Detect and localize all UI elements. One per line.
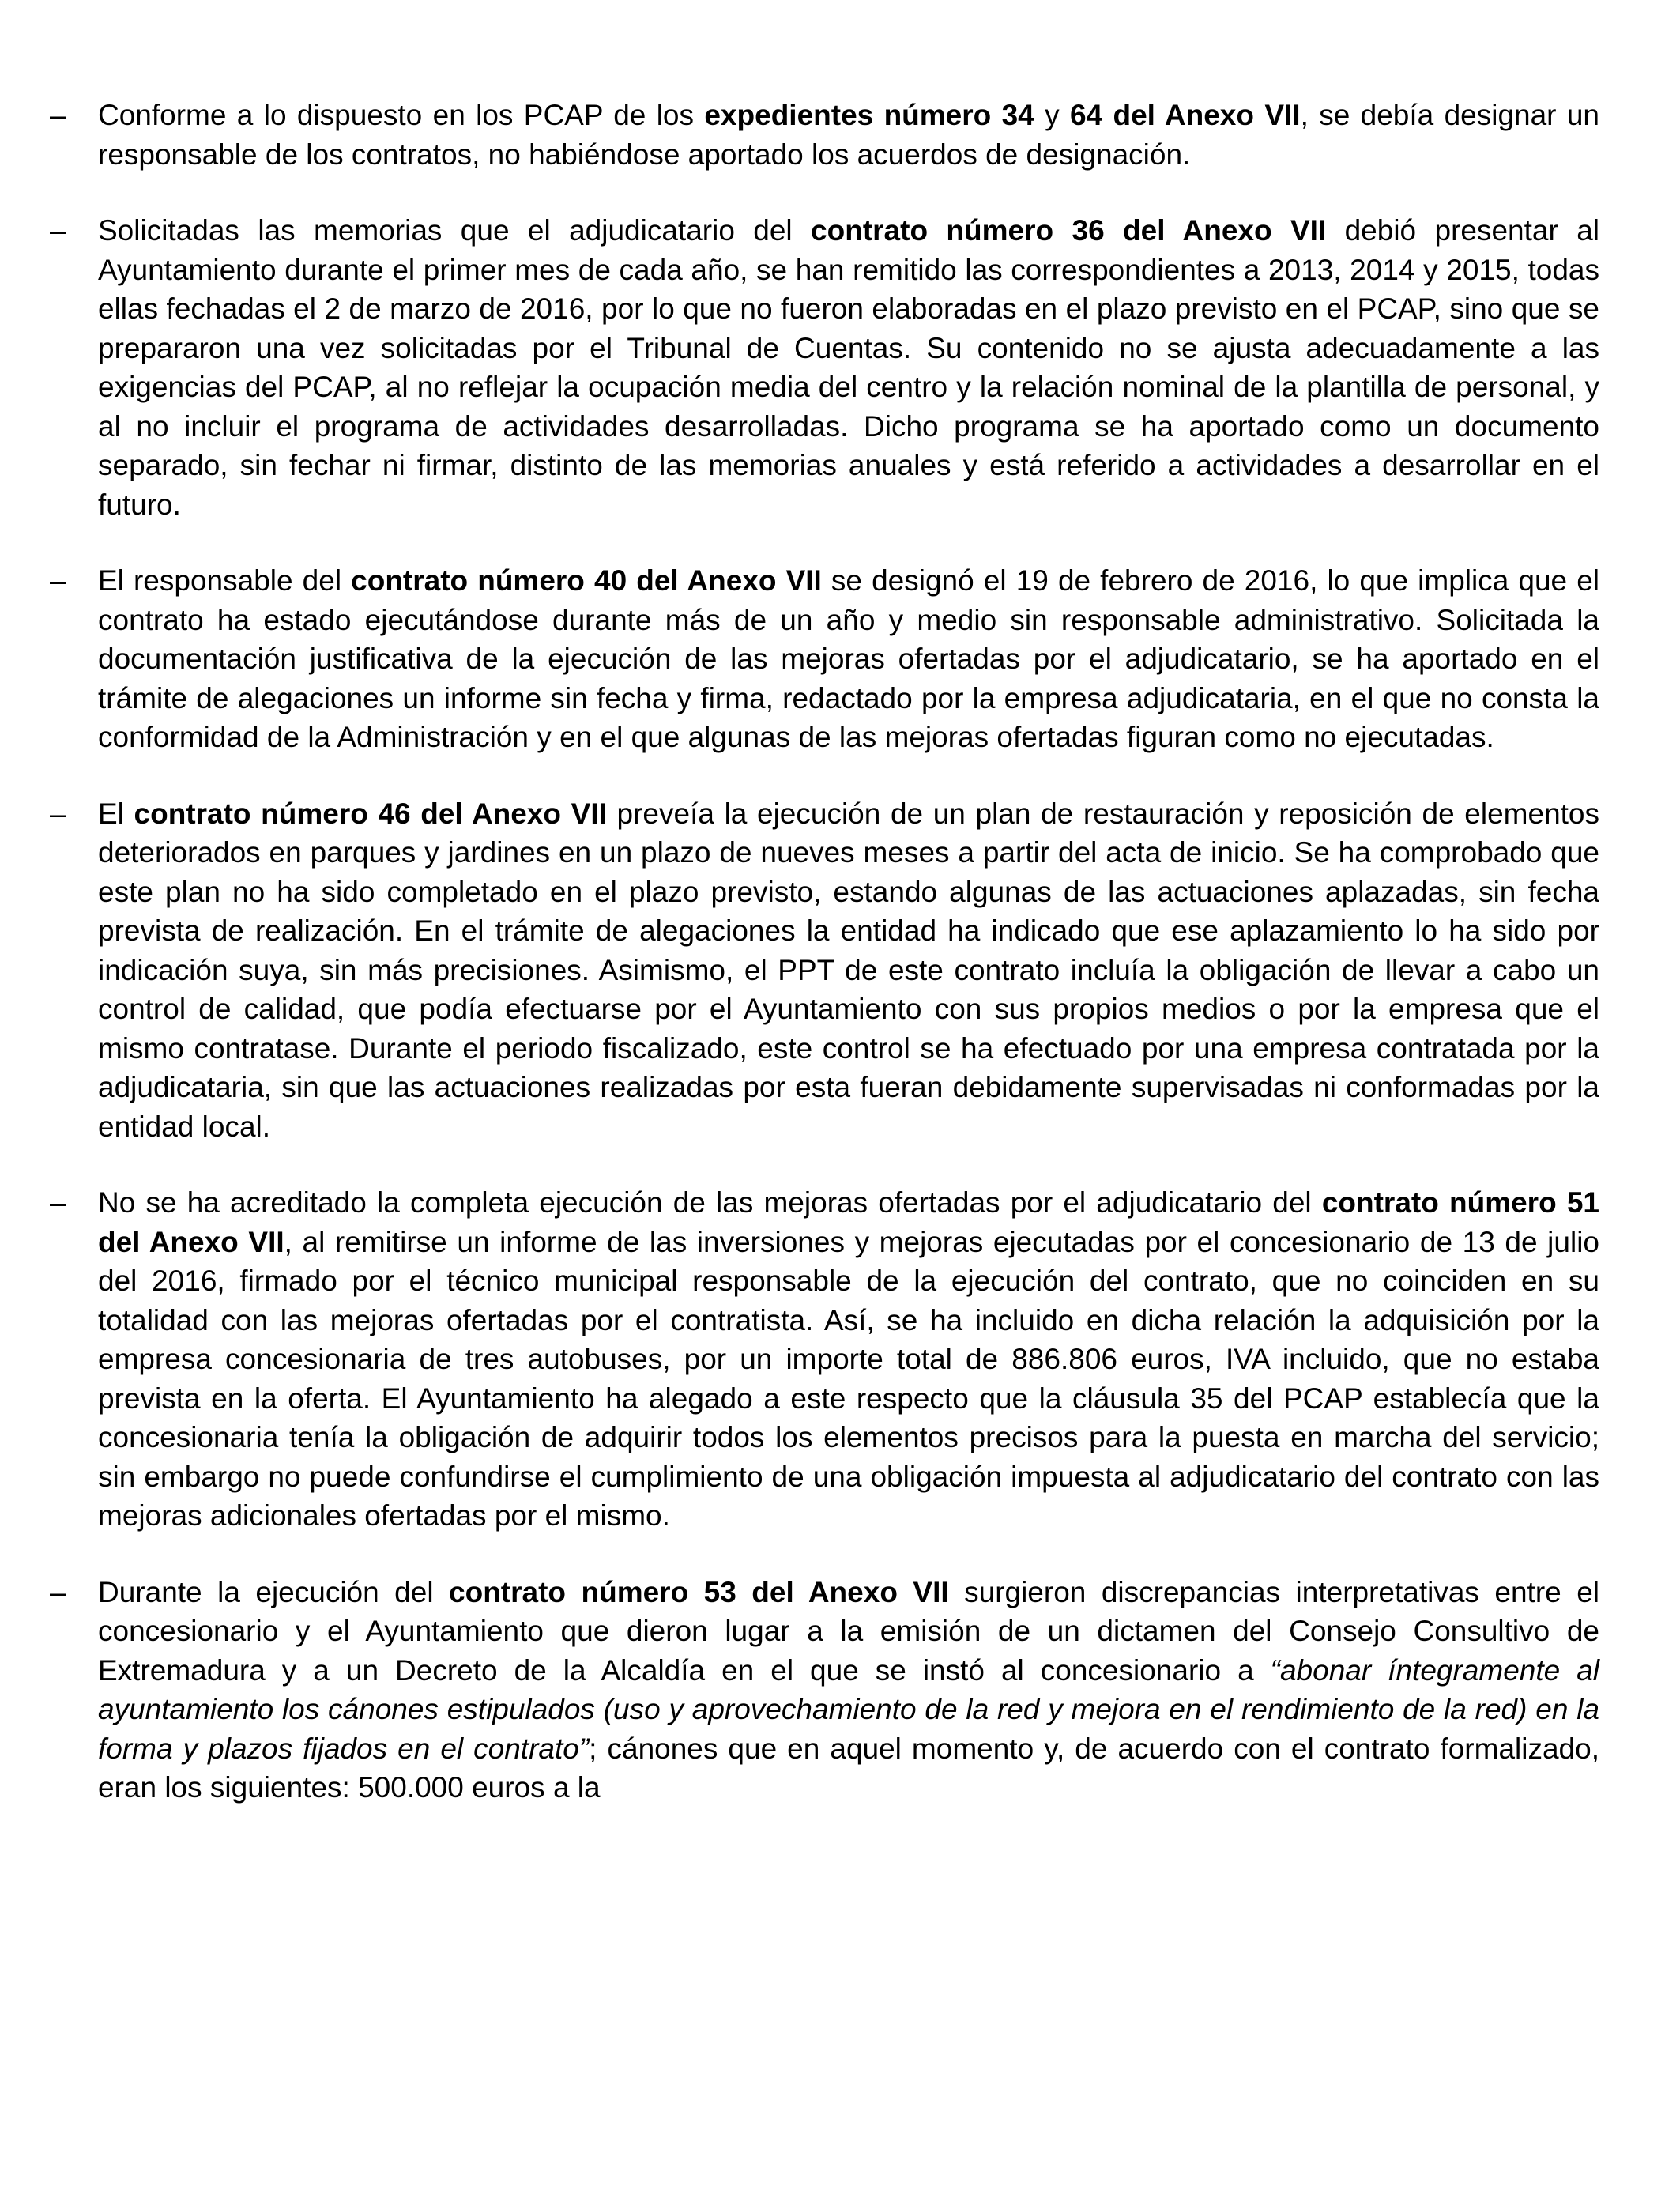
bold-reference: 64 del Anexo VII xyxy=(1069,99,1301,131)
dash-bullet: – xyxy=(50,1186,66,1219)
paragraph: No se ha acreditado la completa ejecución de las mejoras ofertadas por el adjudicatario del contrato número 51 del Anexo VII, al remitirse un informe de las inversiones y mejoras ejecutadas por el concesionario de 13 de julio del 2016, firmado por el técnico municipal responsable de la ejecución del contrato, que no coinciden en su totalidad con las mejoras ofertadas por el contratista. Así, se ha incluido en dicha relación la adquisición por la empresa concesionaria de tres autobuses, por un importe total de 886.806 euros, IVA incluido, que no estaba prevista en la oferta. El Ayuntamiento ha alegado a este respecto que la cláusula 35 del PCAP establecía que la concesionaria tenía la obligación de adquirir todos los elementos precisos para la puesta en marcha del servicio; sin embargo no puede confundirse el cumplimiento de una obligación impuesta al adjudicatario del contrato con las mejoras adicionales ofertadas por el mismo. xyxy=(98,1186,1599,1532)
paragraph: El contrato número 46 del Anexo VII preveía la ejecución de un plan de restauración y reposición de elementos deteriorados en parques y jardines en un plazo de nueves meses a partir del acta de inicio. Se ha comprobado que este plan no ha sido completado en el plazo previsto, estando algunas de las actuaciones aplazadas, sin fecha prevista de realización. En el trámite de alegaciones la entidad ha indicado que ese aplazamiento lo ha sido por indicación suya, sin más precisiones. Asimismo, el PPT de este contrato incluía la obligación de llevar a cabo un control de calidad, que podía efectuarse por el Ayuntamiento con sus propios medios o por la empresa que el mismo contratase. Durante el periodo fiscalizado, este control se ha efectuado por una empresa contratada por la adjudicataria, sin que las actuaciones realizadas por esta fueran debidamente supervisadas ni conformadas por la entidad local. xyxy=(98,797,1599,1143)
list-item xyxy=(50,96,1600,174)
bold-reference: contrato número 53 del Anexo VII xyxy=(449,1575,949,1608)
paragraph: Durante la ejecución del contrato número 53 del Anexo VII surgieron discrepancias interpretativas entre el concesionario y el Ayuntamiento que dieron lugar a la emisión de un dictamen del Consejo Consultivo de Extremadura y a un Decreto de la Alcaldía en el que se instó al concesionario a “abonar íntegramente al ayuntamiento los cánones estipulados (uso y aprovechamiento de la red y mejora en el rendimiento de la red) en la forma y plazos fijados en el contrato”; cánones que en aquel momento y, de acuerdo con el contrato formalizado, eran los siguientes: 500.000 euros a la xyxy=(98,1575,1599,1804)
paragraph: El responsable del contrato número 40 del Anexo VII se designó el 19 de febrero de 2016, lo que implica que el contrato ha estado ejecutándose durante más de un año y medio sin responsable administrativo. Solicitada la documentación justificativa de la ejecución de las mejoras ofertadas por el adjudicatario, se ha aportado en el trámite de alegaciones un informe sin fecha y firma, redactado por la empresa adjudicataria, en el que no consta la conformidad de la Administración y en el que algunas de las mejoras ofertadas figuran como no ejecutadas. xyxy=(98,564,1600,753)
paragraph: Solicitadas las memorias que el adjudicatario del contrato número 36 del Anexo VII debió presentar al Ayuntamiento durante el primer mes de cada año, se han remitido las correspondientes a 2013, 2014 y 2015, todas ellas fechadas el 2 de marzo de 2016, por lo que no fueron elaboradas en el plazo previsto en el PCAP, sino que se prepararon una vez solicitadas por el Tribunal de Cuentas. Su contenido no se ajusta adecuadamente a las exigencias del PCAP, al no reflejar la ocupación media del centro y la relación nominal de la plantilla de personal, y al no incluir el programa de actividades desarrolladas. Dicho programa se ha aportado como un documento separado, sin fechar ni firmar, distinto de las memorias anuales y está referido a actividades a desarrollar en el futuro. xyxy=(98,214,1599,521)
bold-reference: contrato número 46 del Anexo VII xyxy=(134,797,607,830)
list-item xyxy=(50,1573,1599,1808)
dash-bullet: – xyxy=(50,214,66,247)
document-body xyxy=(50,96,1600,1845)
bold-reference: contrato número 51 del Anexo VII xyxy=(98,1186,1599,1258)
bold-reference: contrato número 36 del Anexo VII xyxy=(811,214,1327,247)
list-item xyxy=(50,561,1600,757)
dash-bullet: – xyxy=(50,797,66,830)
bold-reference: contrato número 40 del Anexo VII xyxy=(351,564,822,597)
dash-bullet: – xyxy=(50,564,66,597)
list-item xyxy=(50,794,1599,1147)
list-item xyxy=(50,211,1599,524)
bold-reference: expedientes número 34 xyxy=(704,99,1034,131)
italic-quote: “abonar íntegramente al ayuntamiento los cánones estipulados (uso y aprovechamiento de la red y mejora en el rendimiento de la red) en la forma y plazos fijados en el contrato” xyxy=(98,1653,1599,1765)
dash-bullet: – xyxy=(50,1575,66,1608)
dash-bullet: – xyxy=(50,99,66,131)
list-item xyxy=(50,1183,1599,1536)
paragraph: Conforme a lo dispuesto en los PCAP de los expedientes número 34 y 64 del Anexo VII, se debía designar un responsable de los contratos, no habiéndose aportado los acuerdos de designación. xyxy=(98,99,1600,171)
